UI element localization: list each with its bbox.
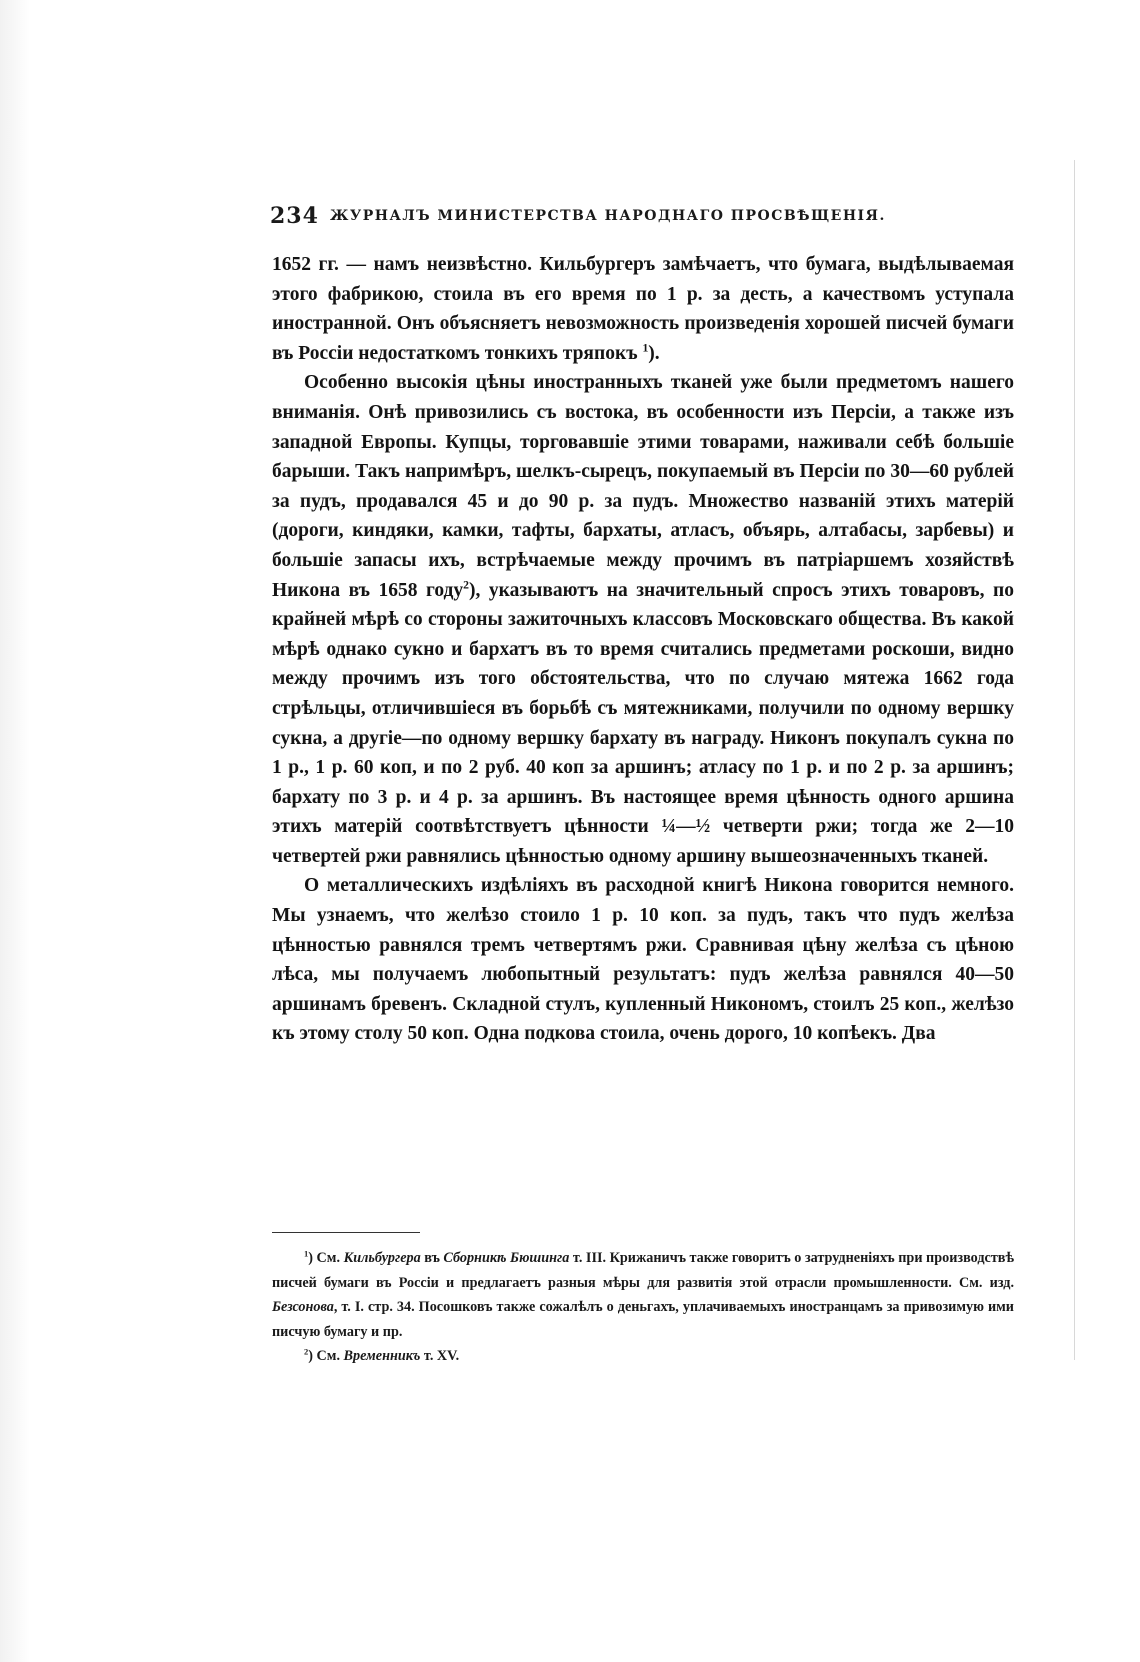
footnotes (272, 1246, 1014, 1369)
footnote-mark: 1 (304, 1248, 309, 1259)
paragraph-3: О металлическихъ издѣліяхъ въ расходной книгѣ Никона говорится немного. Мы узнаемъ, что желѣзо стоило 1 р. 10 коп. за пудъ, такъ что пудъ желѣза цѣнностью равнялся тремъ четвертямъ ржи. Сравнивая цѣну желѣза съ цѣною лѣса, мы получаемъ любопытный результатъ: пудъ желѣза равнялся 40—50 аршинамъ бревенъ. Складной стулъ, купленный Никономъ, стоилъ 25 коп., желѣзо къ этому столу 50 коп. Одна подкова стоила, очень дорого, 10 копѣекъ. Два (272, 875, 1014, 1045)
footnote-mark: 2 (304, 1346, 309, 1357)
footnote-ref-1[interactable]: 1 (642, 341, 649, 355)
journal-title: ЖУРНАЛЪ МИНИСТЕРСТВА НАРОДНАГО ПРОСВѢЩЕНІЯ. (330, 208, 886, 224)
running-header (270, 203, 910, 233)
page-edge-shadow (0, 0, 30, 1662)
cited-author: Кильбургера (343, 1250, 421, 1266)
footnote-2: $^2$) См. Временникъ т. XV. (304, 1346, 460, 1364)
footnote-divider (272, 1232, 420, 1233)
footnote-ref-2[interactable]: 2 (463, 578, 470, 592)
page-number: 234 (270, 203, 319, 229)
page-fold-line (1074, 160, 1075, 1360)
cited-work: Сборникѣ Бюшинга (443, 1250, 570, 1266)
cited-editor: Безсонова (272, 1299, 334, 1315)
paragraph-2: Особенно высокія цѣны иностранныхъ тканей уже были предметомъ нашего вниманія. Онѣ привозились съ востока, въ особенности изъ Персіи, а также изъ западной Европы. Купцы, торговавшіе этими товарами, наживали себѣ большіе барыши. Такъ напримѣръ, шелкъ-сырецъ, покупаемый въ Персіи по 30—60 рублей за пудъ, продавался 45 и до 90 р. за пудъ. Множество названій этихъ матерій (дороги, киндяки, камки, тафты, бархаты, атласъ, объярь, алтабасы, зарбевы) и большіе запасы ихъ, встрѣчаемые между прочимъ въ патріаршемъ хозяйствѣ Никона въ 1658 году$^2$), указываютъ на значительный спросъ этихъ товаровъ, по крайней мѣрѣ со стороны зажиточныхъ классовъ Московскаго общества. Въ какой мѣрѣ однако сукно и бархатъ въ то время считались предметами роскоши, видно между прочимъ изъ того обстоятельства, что по случаю мятежа 1662 года стрѣльцы, отличившіеся въ борьбѣ съ мятежниками, получили по одному вершку сукна, а другіе—по одному вершку бархату въ награду. Никонъ покупалъ сукна по 1 р., 1 р. 60 коп, и по 2 руб. 40 коп за аршинъ; атласу по 1 р. и по 2 р. за аршинъ; бархату по 3 р. и 4 р. за аршинъ. Въ настоящее время цѣнность одного аршина этихъ матерій соотвѣтствуетъ цѣнности ¼—½ четверти ржи; тогда же 2—10 четвертей ржи равнялись цѣнностью одному аршину вышеозначенныхъ тканей. (272, 372, 1014, 867)
paragraph-1: 1652 гг. — намъ неизвѣстно. Кильбургеръ замѣчаетъ, что бумага, выдѣлываемая этого фабрикою, стоила въ его время по 1 р. за десть, а качествомъ уступала иностранной. Онъ объясняетъ невозможность произведенія хорошей писчей бумаги въ Россіи недостаткомъ тонкихъ тряпокъ $^1$). (272, 254, 1014, 364)
cited-work: Временникъ (343, 1348, 421, 1364)
main-text (272, 250, 1014, 1049)
footnote-1: $^1$) См. Кильбургера въ Сборникѣ Бюшинга т. III. Крижаничъ также говоритъ о затрудненіяхъ при производствѣ писчей бумаги въ Россіи и предлагаетъ разныя мѣры для развитія этой отрасли промышленности. См. изд. Безсонова, т. I. стр. 34. Посошковъ также сожалѣлъ о деньгахъ, уплачиваемыхъ иностранцамъ за привозимую ими писчую бумагу и пр. (272, 1248, 1014, 1340)
